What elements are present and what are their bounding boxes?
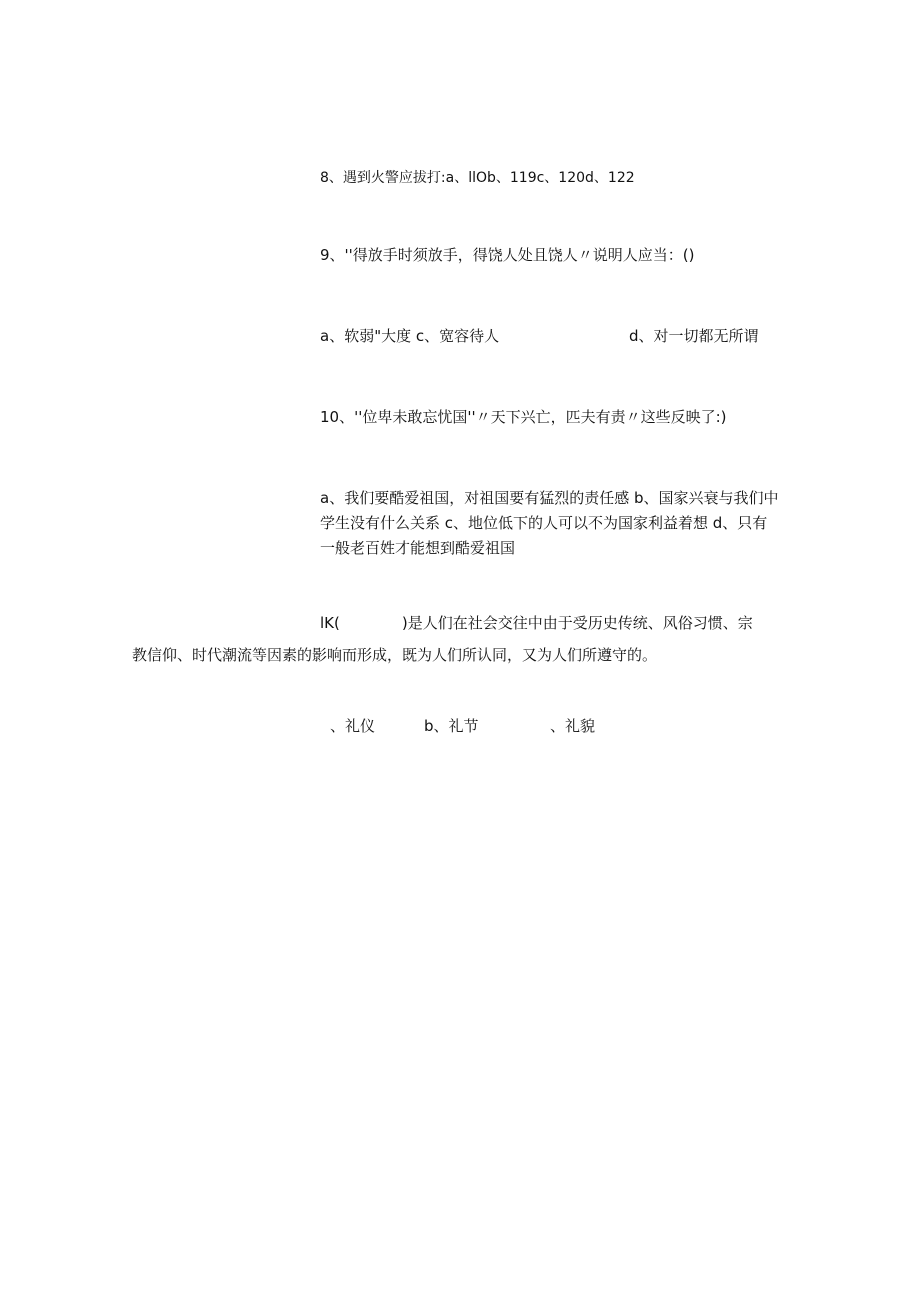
question-9: 9、''得放手时须放手，得饶人处且饶人〃说明人应当：() xyxy=(320,246,695,264)
question-9-options-abc: a、软弱"大度 c、宽容待人 xyxy=(320,327,500,345)
question-8: 8、遇到火警应拔打:a、llOb、119c、120d、122 xyxy=(320,170,635,186)
question-11-option-b: b、礼节 xyxy=(424,717,479,735)
question-10: 10、''位卑未敢忘忧国''〃天下兴亡，匹夫有责〃这些反映了:) xyxy=(320,408,727,426)
question-9-option-d: d、对一切都无所谓 xyxy=(629,327,759,345)
question-11-line-1 xyxy=(320,614,753,632)
question-10-options: a、我们要酷爱祖国，对祖国要有猛烈的责任感 b、国家兴衰与我们中学生没有什么关系 c、地位低下的人可以不为国家利益着想 d、只有一般老百姓才能想到酷爱祖国 xyxy=(320,489,779,557)
question-11-line-2: 教信仰、时代潮流等因素的影响而形成，既为人们所认同，又为人们所遵守的。 xyxy=(132,646,658,664)
question-11-option-c: 、礼貌 xyxy=(550,717,596,735)
question-11-suffix: )是人们在社会交往中由于受历史传统、风俗习惯、宗 xyxy=(401,614,753,632)
question-11-option-a: 、礼仪 xyxy=(330,717,376,735)
question-11-prefix: lK( xyxy=(320,614,340,632)
